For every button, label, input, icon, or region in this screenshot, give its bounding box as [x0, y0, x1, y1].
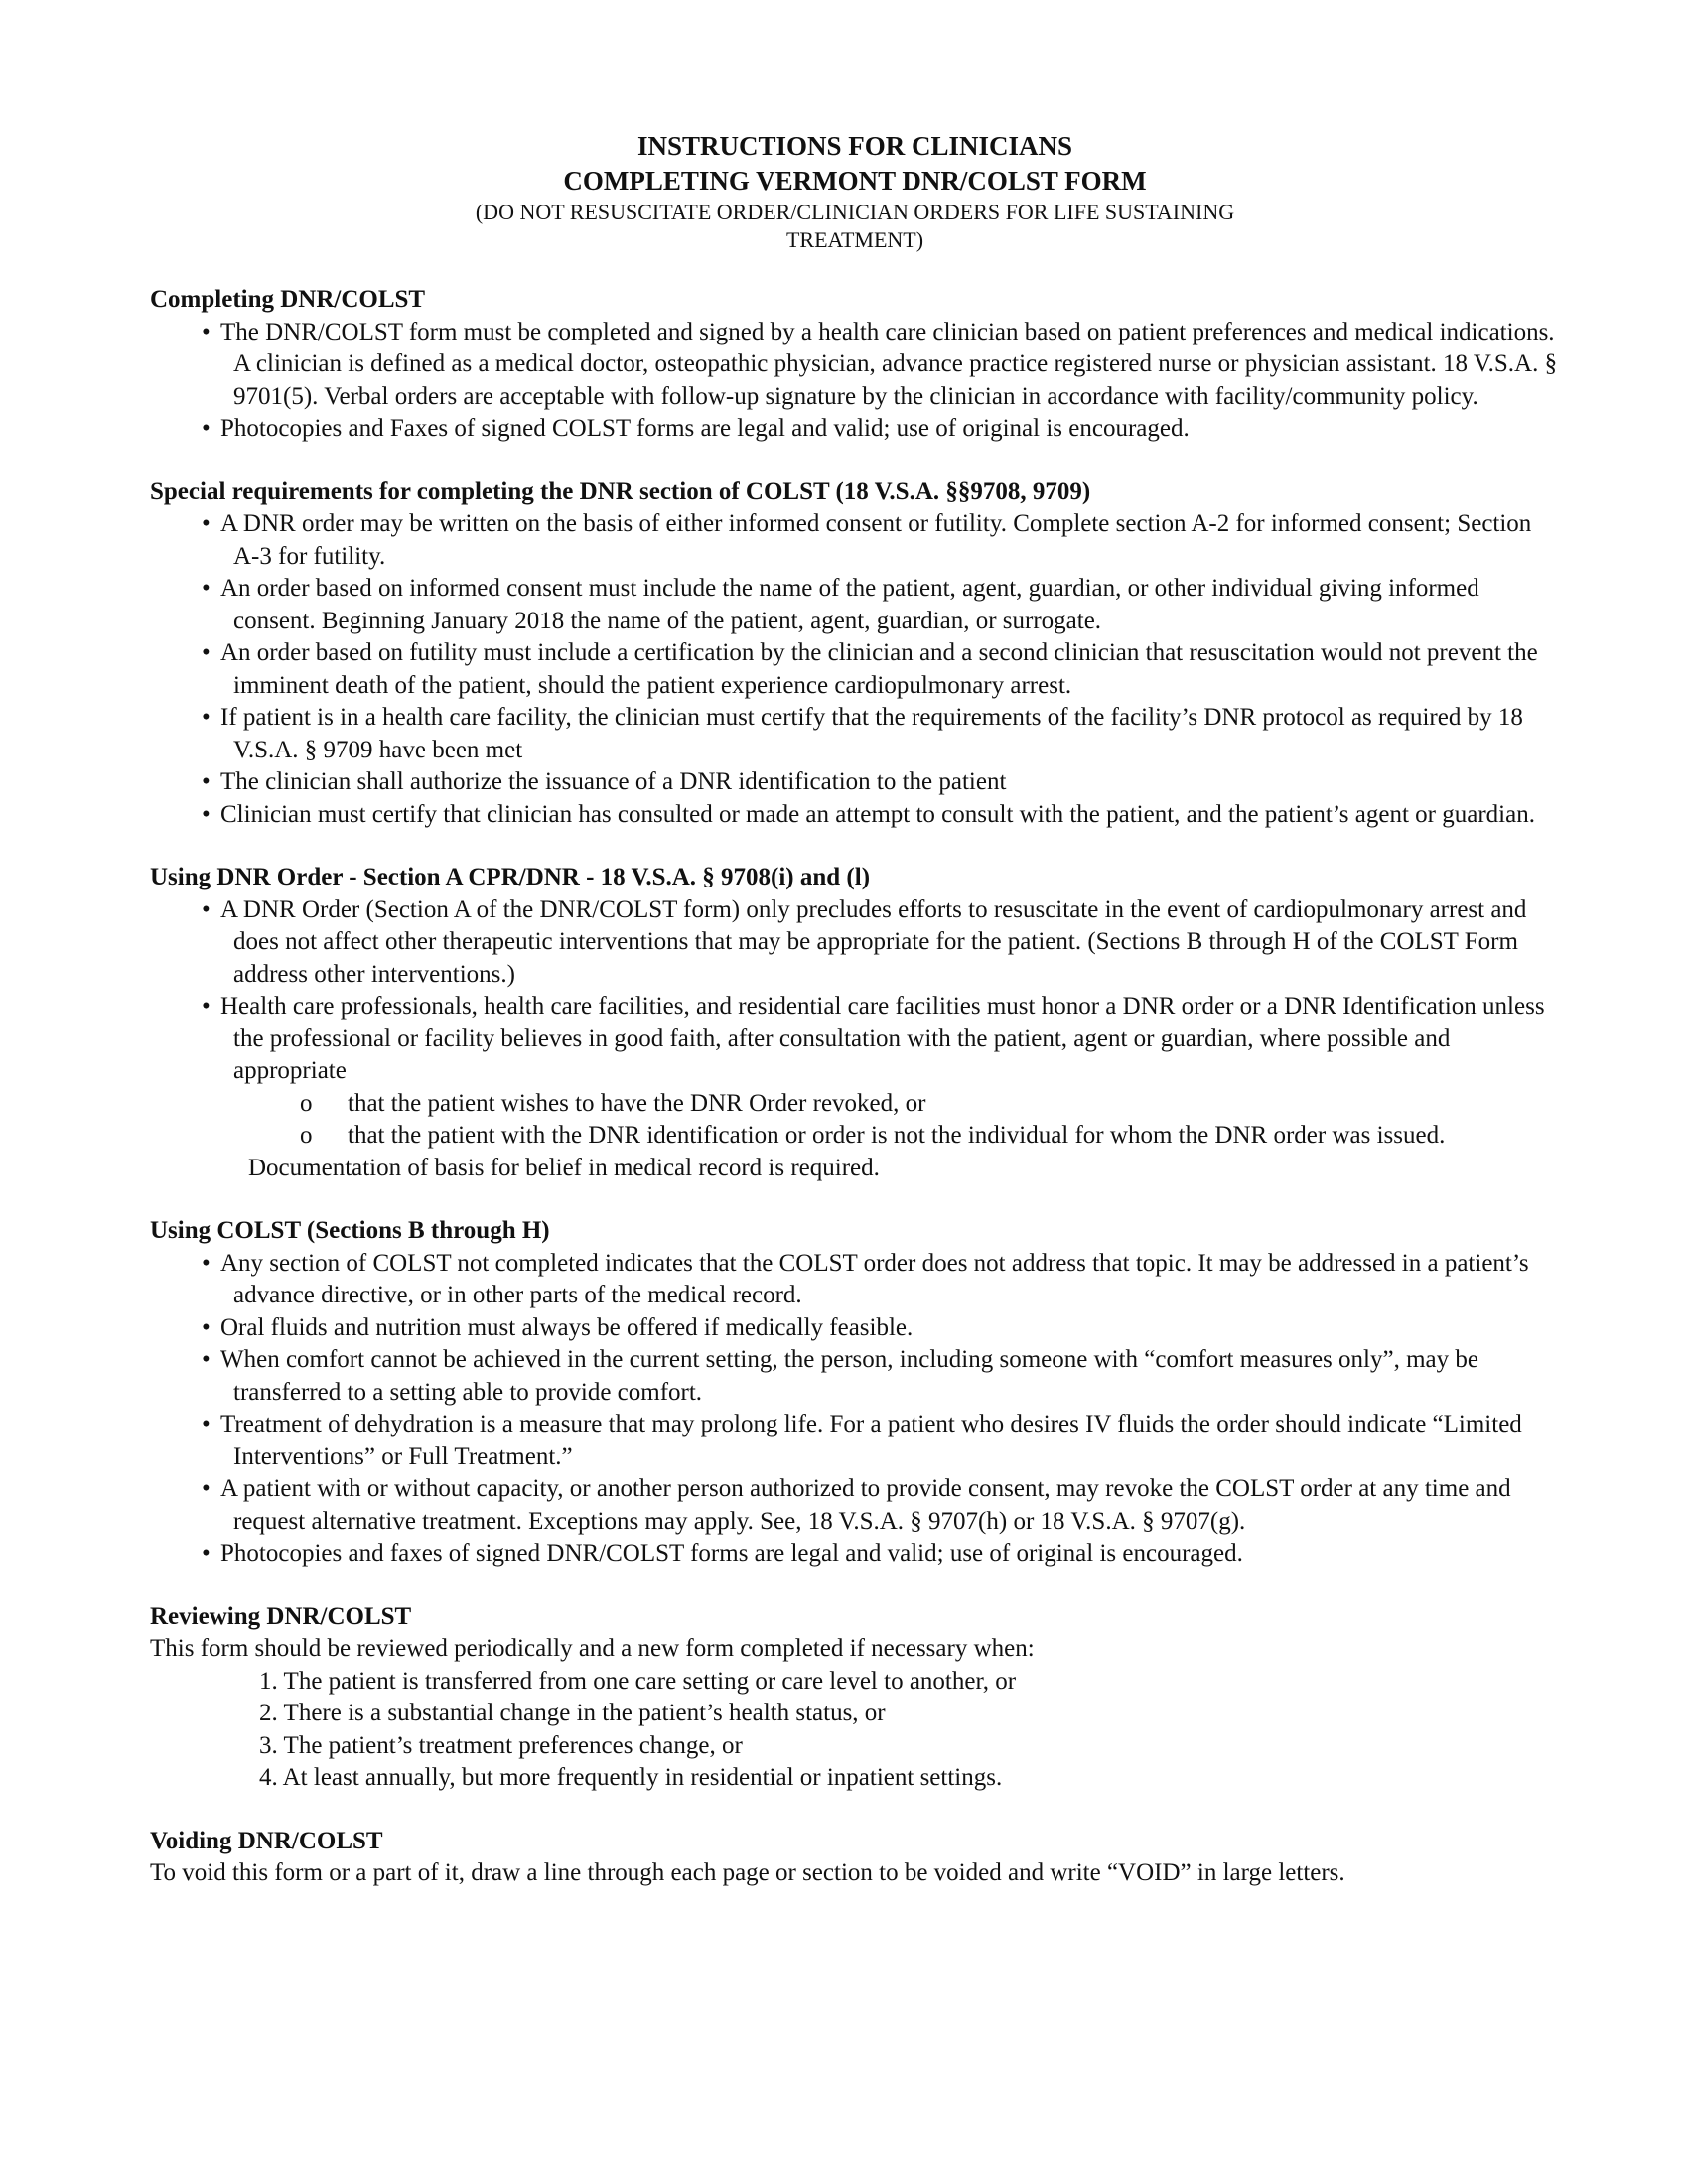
bullet-list-special-requirements [150, 508, 1560, 831]
list-item: • When comfort cannot be achieved in the current setting, the person, including someone with “comfort measures only”, may be transferred to a setting able to provide comfort. [150, 1344, 1560, 1409]
document-title-line-2: COMPLETING VERMONT DNR/COLST FORM [563, 166, 1147, 196]
list-item: • The DNR/COLST form must be completed and signed by a health care clinician based on patient preferences and medical indications. A clinician is defined as a medical doctor, osteopathic physician, advance practice registered nurse or physician assistant. 18 V.S.A. § 9701(5). Verbal orders are acceptable with follow-up signature by the clinician in accordance with facility/community policy. [150, 317, 1560, 414]
section-heading-completing: Completing DNR/COLST [150, 286, 426, 313]
section-completing [150, 284, 1560, 446]
section-heading-reviewing: Reviewing DNR/COLST [150, 1602, 412, 1630]
list-item: • An order based on futility must include a certification by the clinician and a second clinician that resuscitation would not prevent the imminent death of the patient, should the patient experience cardiopulmonary arrest. [150, 637, 1560, 702]
numbered-item: 4. At least annually, but more frequently in residential or inpatient settings. [259, 1764, 1003, 1791]
section-reviewing [150, 1601, 1560, 1795]
section-special-requirements [150, 477, 1560, 832]
list-item: • Oral fluids and nutrition must always be offered if medically feasible. [150, 1312, 1560, 1345]
voiding-text: To void this form or a part of it, draw a line through each page or section to be voided and write “VOID” in large letters. [150, 1859, 1345, 1886]
numbered-item: 1. The patient is transferred from one care setting or care level to another, or [259, 1667, 1017, 1695]
list-item: • A patient with or without capacity, or another person authorized to provide consent, may revoke the COLST order at any time and request alternative treatment. Exceptions may apply. See, 18 V.S.A. § 9707(h) or 18 V.S.A. § 9707(g). [150, 1473, 1560, 1538]
section-heading-voiding: Voiding DNR/COLST [150, 1827, 383, 1854]
document-subtitle-line-2: TREATMENT) [785, 227, 924, 252]
bullet-list-using-dnr-order [150, 894, 1560, 1088]
numbered-item: 3. The patient’s treatment preferences change, or [259, 1731, 743, 1759]
list-item: • Treatment of dehydration is a measure that may prolong life. For a patient who desires IV fluids the order should indicate “Limited Interventions” or Full Treatment.” [150, 1409, 1560, 1473]
sub-list-dnr-exceptions [150, 1088, 1560, 1153]
documentation-note: Documentation of basis for belief in medical record is required. [248, 1154, 880, 1181]
bullet-list-using-colst [150, 1248, 1560, 1570]
list-item: • Clinician must certify that clinician has consulted or made an attempt to consult with the patient, and the patient’s agent or guardian. [150, 799, 1560, 832]
section-heading-special-requirements: Special requirements for completing the DNR section of COLST (18 V.S.A. §§9708, 9709) [150, 478, 1091, 505]
numbered-item: 2. There is a substantial change in the patient’s health status, or [259, 1700, 886, 1726]
list-item: • Any section of COLST not completed indicates that the COLST order does not address that topic. It may be addressed in a patient’s advance directive, or in other parts of the medical record. [150, 1248, 1560, 1312]
document-subtitle-line-1: (DO NOT RESUSCITATE ORDER/CLINICIAN ORDERS FOR LIFE SUSTAINING [475, 200, 1235, 224]
list-item: • Health care professionals, health care facilities, and residential care facilities must honor a DNR order or a DNR Identification unless the professional or facility believes in good faith, after consultation with the patient, agent or guardian, where possible and appropriate [150, 991, 1560, 1088]
section-heading-using-dnr-order: Using DNR Order - Section A CPR/DNR - 18 V.S.A. § 9708(i) and (l) [150, 864, 871, 890]
document-page [150, 129, 1560, 1921]
section-using-dnr-order [150, 862, 1560, 1184]
list-item: • A DNR order may be written on the basis of either informed consent or futility. Complete section A-2 for informed consent; Section A-3 for futility. [150, 508, 1560, 573]
list-item: • A DNR Order (Section A of the DNR/COLST form) only precludes efforts to resuscitate in the event of cardiopulmonary arrest and does not affect other therapeutic interventions that may be appropriate for the patient. (Sections B through H of the COLST Form address other interventions.) [150, 894, 1560, 992]
list-item: • The clinician shall authorize the issuance of a DNR identification to the patient [150, 766, 1560, 799]
numbered-list-reviewing [150, 1666, 1560, 1795]
list-item: • If patient is in a health care facility, the clinician must certify that the requirements of the facility’s DNR protocol as required by 18 V.S.A. § 9709 have been met [150, 702, 1560, 766]
document-header [150, 129, 1560, 254]
section-using-colst [150, 1215, 1560, 1570]
list-item: • Photocopies and Faxes of signed COLST forms are legal and valid; use of original is encouraged. [150, 413, 1560, 446]
reviewing-intro: This form should be reviewed periodically and a new form completed if necessary when: [150, 1635, 1035, 1662]
list-item: • An order based on informed consent must include the name of the patient, agent, guardian, or other individual giving informed consent. Beginning January 2018 the name of the patient, agent, guardian, or surrogate. [150, 573, 1560, 637]
section-heading-using-colst: Using COLST (Sections B through H) [150, 1217, 550, 1244]
document-title-line-1: INSTRUCTIONS FOR CLINICIANS [636, 131, 1073, 161]
section-voiding [150, 1826, 1560, 1890]
list-item: • Photocopies and faxes of signed DNR/COLST forms are legal and valid; use of original is encouraged. [150, 1538, 1560, 1570]
sub-list-item: o that the patient wishes to have the DNR Order revoked, or [150, 1088, 1560, 1121]
bullet-list-completing [150, 317, 1560, 446]
sub-list-item: o that the patient with the DNR identification or order is not the individual for whom the DNR order was issued. [150, 1120, 1560, 1153]
